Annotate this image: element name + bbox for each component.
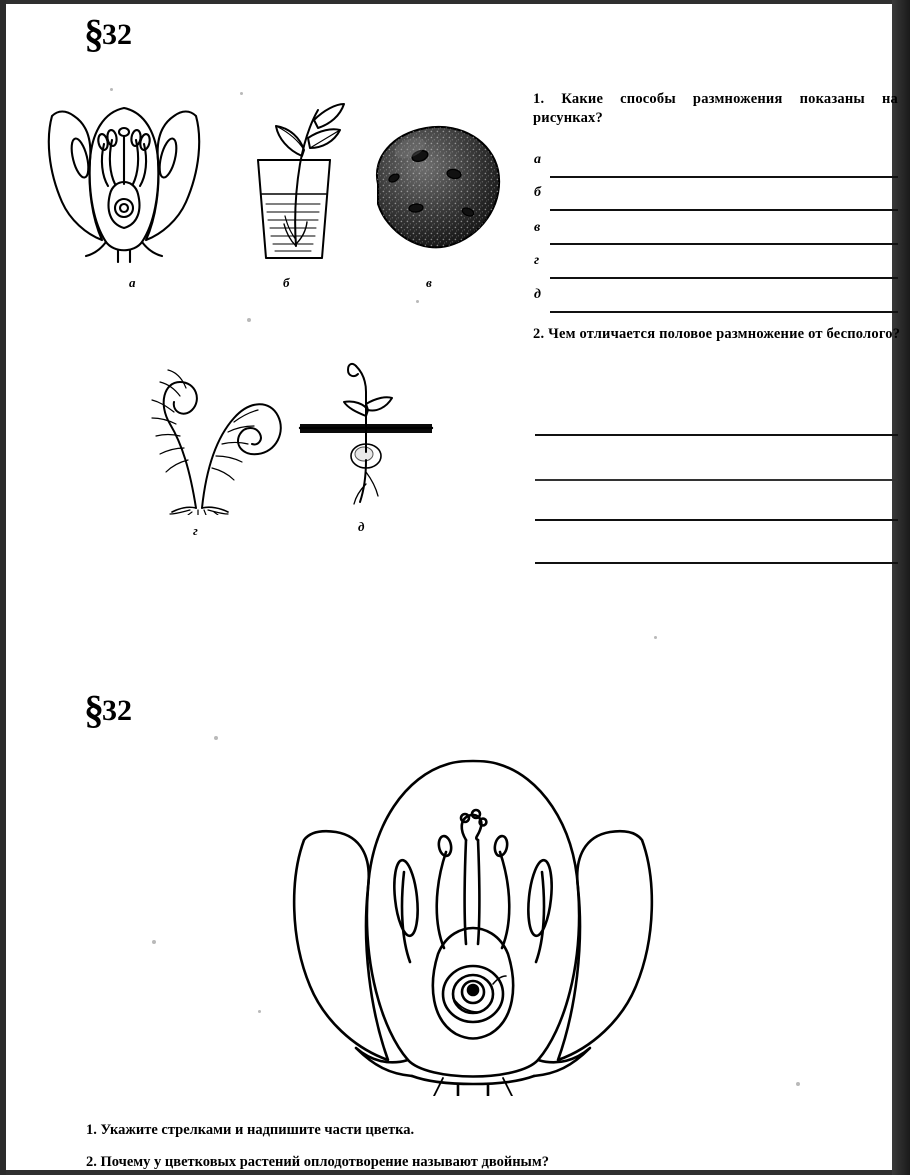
scan-speck	[258, 1010, 261, 1013]
figure-seed-germination	[296, 352, 436, 512]
figure-fern-frond	[130, 340, 290, 515]
answer-line-b[interactable]	[550, 209, 898, 211]
answer-label-d: д	[534, 287, 541, 302]
figure-potato-tuber	[358, 112, 508, 262]
section-heading-top	[84, 10, 132, 57]
figure-cutting-in-glass	[240, 98, 350, 263]
answer-label-b: б	[534, 185, 541, 200]
question-1-bottom-text: Укажите стрелками и надпишите части цветка.	[100, 1122, 415, 1138]
scan-edge-top	[6, 0, 892, 4]
figure-caption-b: б	[283, 275, 290, 290]
section-heading-bottom	[84, 686, 132, 733]
question-2-bottom	[86, 1154, 886, 1175]
answer-line-d[interactable]	[550, 311, 898, 313]
scan-speck	[152, 940, 156, 944]
scan-speck	[247, 318, 251, 322]
answer-line-q2-1[interactable]	[535, 434, 898, 436]
answer-label-a: а	[534, 152, 541, 167]
answer-line-q2-4[interactable]	[535, 562, 898, 564]
question-1-top	[533, 90, 898, 128]
question-2-bottom-number: 2.	[86, 1154, 97, 1170]
question-2-top	[533, 325, 901, 344]
scan-speck	[416, 300, 419, 303]
figure-caption-d: д	[358, 519, 365, 534]
section-number-top: 32	[102, 18, 132, 51]
question-1-number: 1.	[533, 91, 545, 107]
section-sign-icon: §	[84, 11, 102, 56]
figure-caption-g: г	[193, 523, 198, 538]
scan-speck	[214, 736, 218, 740]
question-1-bottom-number: 1.	[86, 1122, 97, 1138]
scan-speck	[654, 636, 657, 639]
question-2-number: 2.	[533, 326, 545, 342]
scan-edge-left	[0, 0, 6, 1175]
figure-caption-c: в	[426, 275, 432, 290]
answer-label-v: в	[534, 220, 541, 235]
question-1-text: Какие способы размножения показаны на рисунках?	[533, 91, 898, 126]
scan-speck	[796, 1082, 800, 1086]
answer-line-q2-2[interactable]	[535, 479, 898, 481]
question-1-bottom	[86, 1122, 414, 1139]
figure-caption-a: а	[129, 275, 136, 290]
question-2-text: Чем отличается половое размножение от бесполого?	[548, 326, 901, 342]
answer-line-v[interactable]	[550, 243, 898, 245]
answer-line-g[interactable]	[550, 277, 898, 279]
figure-flower-large-section	[288, 748, 658, 1096]
scan-speck	[240, 92, 243, 95]
scan-speck	[110, 88, 113, 91]
section-sign-icon-bottom: §	[84, 687, 102, 732]
figure-flower-section	[44, 98, 204, 263]
question-2-bottom-text: Почему у цветковых растений оплодотворение называют двойным?	[100, 1154, 549, 1170]
answer-label-g: г	[534, 253, 540, 268]
section-number-bottom: 32	[102, 694, 132, 727]
answer-line-a[interactable]	[550, 176, 898, 178]
answer-line-q2-3[interactable]	[535, 519, 898, 521]
